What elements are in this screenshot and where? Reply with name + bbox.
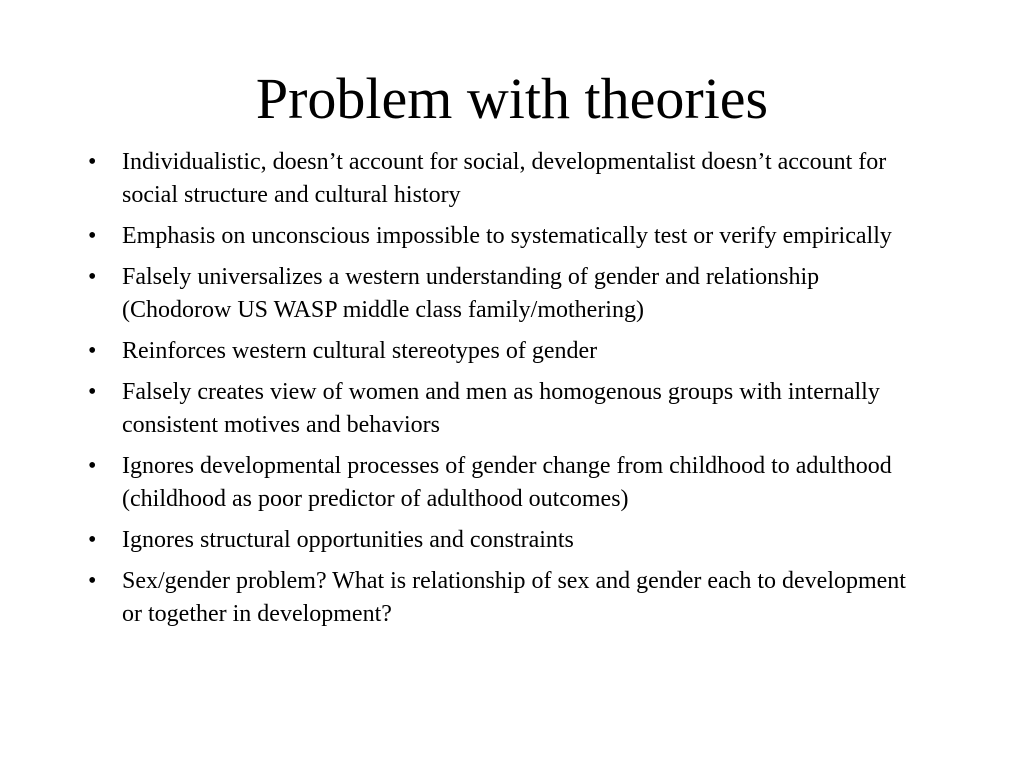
- bullet-text: Reinforces western cultural stereotypes of gender: [122, 338, 598, 364]
- bullet-icon: •: [88, 149, 97, 175]
- bullet-icon: •: [88, 264, 97, 290]
- bullet-icon: •: [88, 568, 97, 594]
- bullet-item: [88, 261, 928, 327]
- bullet-list: [88, 146, 928, 639]
- bullet-text: Individualistic, doesn’t account for social, developmentalist doesn’t account for social structure and cultural history: [122, 149, 887, 208]
- bullet-item: [88, 335, 928, 368]
- bullet-icon: •: [88, 223, 97, 249]
- bullet-text: Ignores structural opportunities and constraints: [122, 527, 574, 553]
- bullet-icon: •: [88, 338, 97, 364]
- bullet-icon: •: [88, 527, 97, 553]
- slide-title: Problem with theories: [255, 66, 769, 131]
- bullet-text: Sex/gender problem? What is relationship of sex and gender each to development or together in development?: [122, 568, 906, 627]
- bullet-text: Ignores developmental processes of gender change from childhood to adulthood (childhood as poor predictor of adulthood outcomes): [122, 453, 892, 512]
- bullet-item: [88, 146, 928, 212]
- bullet-icon: •: [88, 379, 97, 405]
- bullet-item: [88, 524, 928, 557]
- bullet-text: Falsely universalizes a western understanding of gender and relationship (Chodorow US WASP middle class family/mothering): [122, 264, 820, 323]
- bullet-item: [88, 376, 928, 442]
- bullet-item: [88, 450, 928, 516]
- bullet-text: Falsely creates view of women and men as homogenous groups with internally consistent motives and behaviors: [122, 379, 880, 438]
- bullet-icon: •: [88, 453, 97, 479]
- bullet-text: Emphasis on unconscious impossible to systematically test or verify empirically: [122, 223, 892, 249]
- bullet-item: [88, 565, 928, 631]
- bullet-item: [88, 220, 928, 253]
